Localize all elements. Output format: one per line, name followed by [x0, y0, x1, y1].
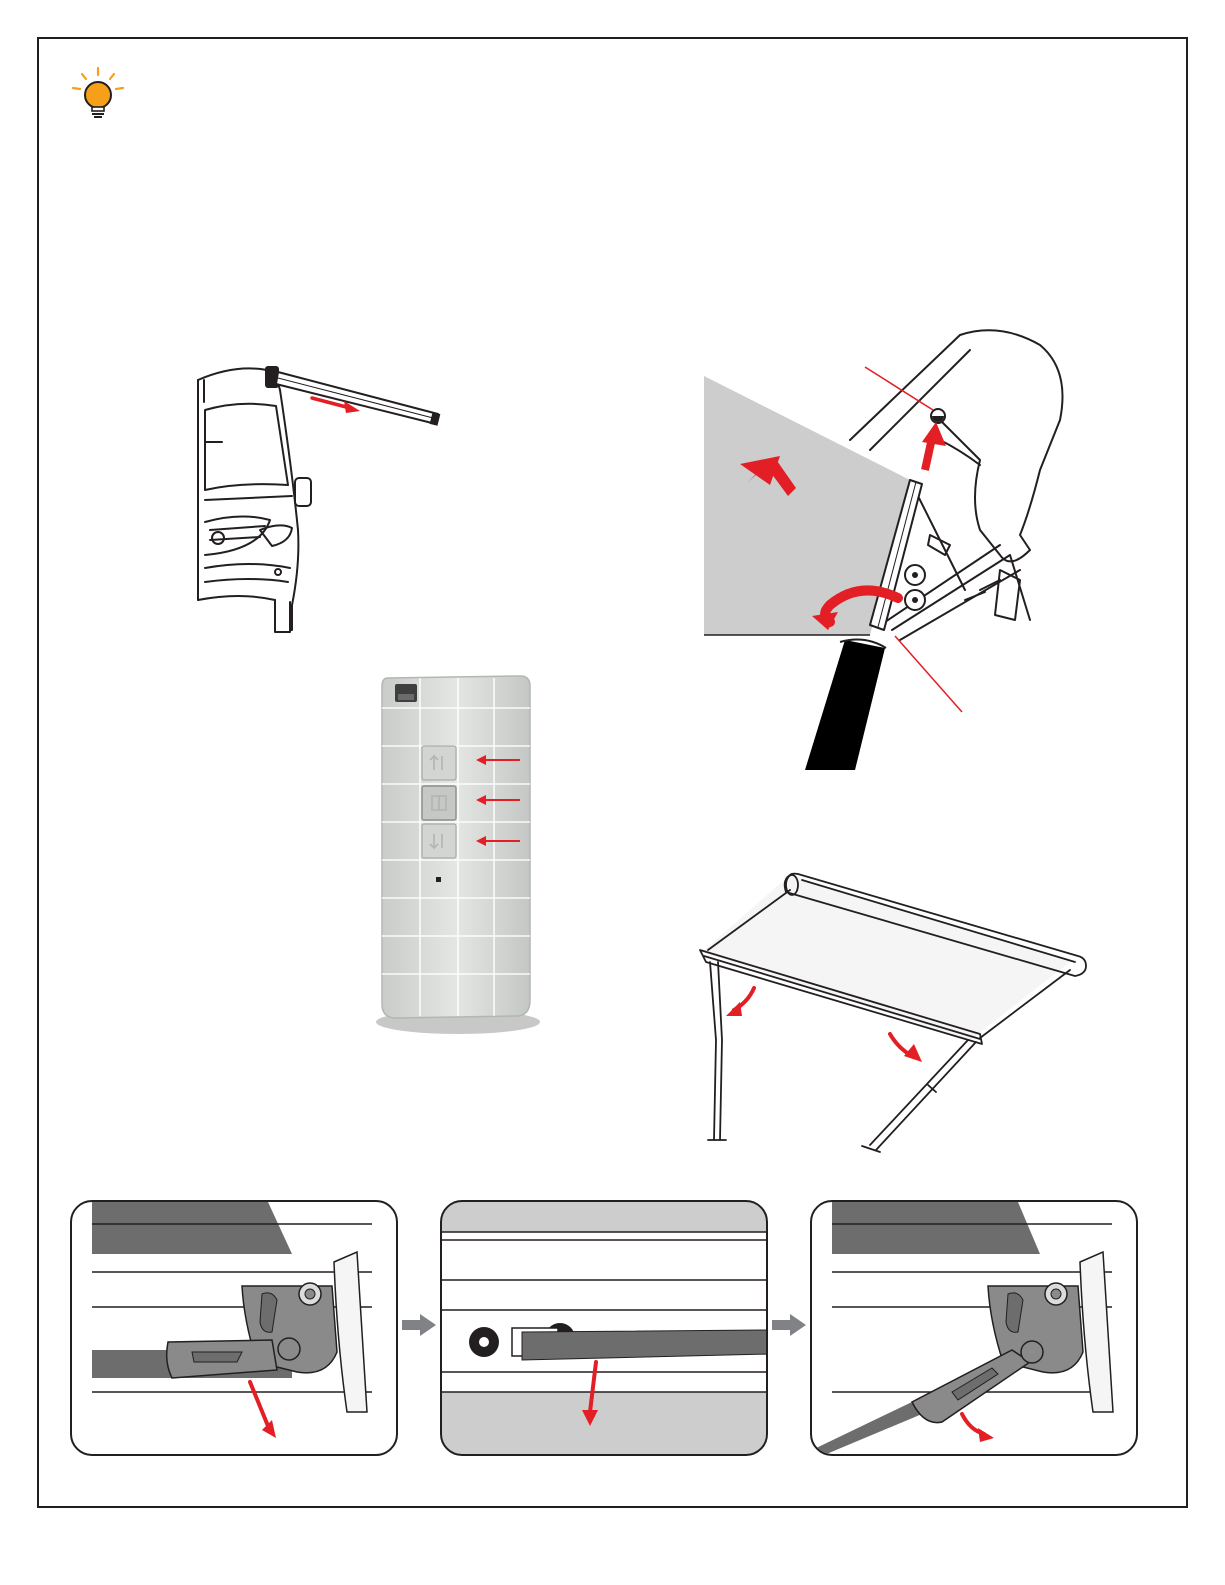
remote-pointer-arrows	[470, 750, 530, 850]
van-awning-illustration	[180, 350, 480, 640]
detail-panel-1	[70, 1200, 398, 1456]
detail-panel-3	[810, 1200, 1138, 1456]
crank-operation-illustration	[700, 330, 1100, 780]
arrow-right-icon	[402, 1314, 436, 1336]
arrow-right-icon	[772, 1314, 806, 1336]
remote-control-illustration	[370, 670, 550, 1040]
detail-panel-2	[440, 1200, 768, 1456]
lightbulb-icon	[68, 66, 128, 126]
extended-awning-illustration	[690, 870, 1100, 1160]
